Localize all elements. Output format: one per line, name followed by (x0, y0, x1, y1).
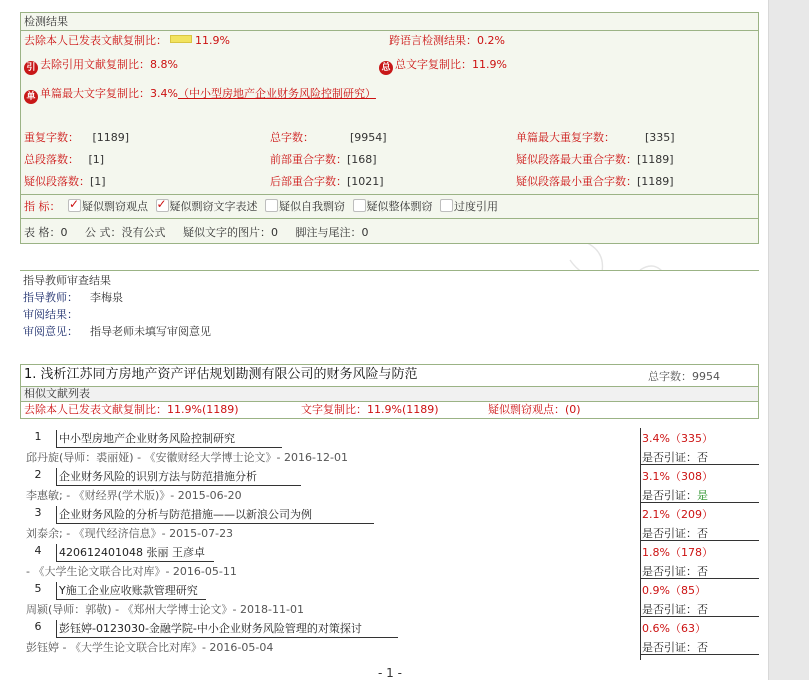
list-item-title[interactable]: 企业财务风险的分析与防范措施——以新浪公司为例 (59, 508, 312, 521)
misc-row: 表 格：0 公 式：没有公式 疑似文字的图片：0 脚注与尾注：0 (24, 226, 369, 239)
sus-paras: 疑似段落数：[1] (24, 175, 106, 188)
list-item-meta: - 《大学生论文联合比对库》- 2016-05-11 是否引证：否 (20, 563, 759, 579)
indicator-checkbox-3[interactable] (265, 199, 278, 212)
total-paras: 总段落数： [1] (24, 153, 105, 166)
similar-list-header: 相似文献列表 (20, 386, 759, 402)
list-item-meta: 周颍(导师：郭敬) - 《郑州大学博士论文》- 2018-11-01 是否引证：否 (20, 601, 759, 617)
list-item-title[interactable]: Y施工企业应收账款管理研究 (59, 584, 198, 597)
front-overlap: 前部重合字数：[168] (270, 153, 377, 166)
ratio-bar-icon (170, 35, 192, 43)
right-scroll-rail[interactable] (768, 0, 809, 680)
review-result-row: 审阅结果： (23, 308, 78, 321)
list-item[interactable]: 4 420612401048 张丽 王彦卓 1.8%（178） (20, 544, 759, 563)
excl-cite-ratio: 引 去除引用文献复制比：8.8% (24, 58, 178, 75)
total-badge-icon: 总 (379, 61, 393, 75)
list-item[interactable]: 6 彭钰婷-0123030-金融学院-中小企业财务风险管理的对策探讨 0.6%（63） (20, 620, 759, 639)
list-item[interactable]: 2 企业财务风险的识别方法与防范措施分析 3.1%（308） (20, 468, 759, 487)
page-number: - 1 - (378, 666, 402, 680)
paper-total-chars: 总字数：9954 (648, 370, 720, 383)
indicator-checkbox-4[interactable] (353, 199, 366, 212)
list-item-title[interactable]: 中小型房地产企业财务风险控制研究 (59, 432, 235, 445)
max-single-source-link[interactable]: （中小型房地产企业财务风险控制研究） (177, 87, 376, 100)
list-item-title[interactable]: 420612401048 张丽 王彦卓 (59, 546, 205, 559)
cross-language-result: 跨语言检测结果：0.2% (389, 34, 505, 47)
max-single-dup: 单篇最大重复字数： [335] (516, 131, 675, 144)
excl-self-ratio: 去除本人已发表文献复制比： 11.9% (24, 34, 230, 47)
detection-header: 检测结果 (24, 15, 68, 28)
total-text-ratio: 总 总文字复制比：11.9% (379, 58, 507, 75)
max-single-ratio: 单 单篇最大文字复制比：3.4%（中小型房地产企业财务风险控制研究） (24, 87, 376, 104)
list-item-meta: 彭钰婷 - 《大学生论文联合比对库》- 2016-05-04 是否引证：否 (20, 639, 759, 655)
list-item[interactable]: 5 Y施工企业应收账款管理研究 0.9%（85） (20, 582, 759, 601)
review-opinion-row: 审阅意见： 指导老师未填写审阅意见 (23, 325, 211, 338)
list-item-title[interactable]: 企业财务风险的识别方法与防范措施分析 (59, 470, 257, 483)
list-item[interactable]: 1 中小型房地产企业财务风险控制研究 3.4%（335） (20, 430, 759, 449)
detection-section (20, 12, 759, 244)
indicator-checkbox-5[interactable] (440, 199, 453, 212)
teacher-row: 指导教师： 李梅泉 (23, 291, 123, 304)
single-badge-icon: 单 (24, 90, 38, 104)
min-para-overlap: 疑似段落最小重合字数：[1189] (516, 175, 674, 188)
list-item-meta: 李惠敏; - 《财经界(学术版)》- 2015-06-20 是否引证：是 (20, 487, 759, 503)
list-item-meta: 刘泰余; - 《现代经济信息》- 2015-07-23 是否引证：否 (20, 525, 759, 541)
report-page (20, 0, 760, 680)
cite-badge-icon: 引 (24, 61, 38, 75)
dup-chars: 重复字数： [1189] (24, 131, 130, 144)
review-section (20, 270, 759, 346)
review-header: 指导教师审查结果 (23, 274, 111, 287)
list-item[interactable]: 3 企业财务风险的分析与防范措施——以新浪公司为例 2.1%（209） (20, 506, 759, 525)
similar-stats-row: 去除本人已发表文献复制比：11.9%(1189) 文字复制比：11.9%(1189) 疑似剽窃观点：(0) (20, 402, 759, 419)
indicator-checkbox-2[interactable] (156, 199, 169, 212)
back-overlap: 后部重合字数：[1021] (270, 175, 384, 188)
indicator-checkbox-1[interactable] (68, 199, 81, 212)
paper-title-row (20, 364, 759, 386)
total-chars: 总字数： [9954] (270, 131, 387, 144)
list-item-title[interactable]: 彭钰婷-0123030-金融学院-中小企业财务风险管理的对策探讨 (59, 622, 362, 635)
list-item-meta: 邱丹旋(导师：裘丽娅) - 《安徽财经大学博士论文》- 2016-12-01 是否引证：否 (20, 449, 759, 465)
max-para-overlap: 疑似段落最大重合字数：[1189] (516, 153, 674, 166)
paper-title: 1. 浅析江苏同方房地产资产评估规划勘测有限公司的财务风险与防范 (24, 367, 418, 382)
indicators-row: 指 标： ✓ 疑似剽窃观点 ✓ 疑似剽窃文字表述 疑似自我剽窃 疑似整体剽窃 过度引用 (24, 199, 498, 214)
